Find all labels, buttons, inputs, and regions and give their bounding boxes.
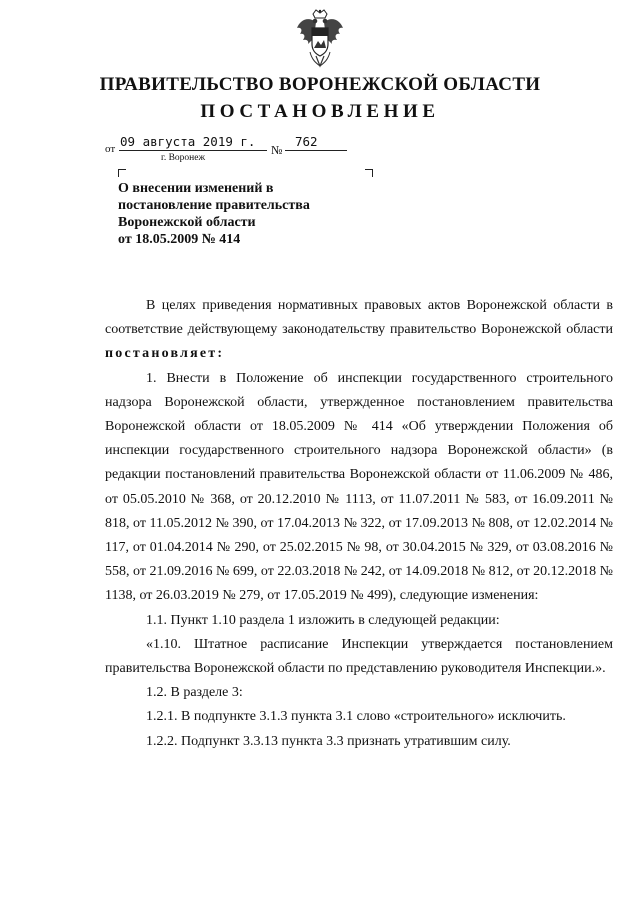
subject-line: О внесении изменений в (118, 181, 274, 196)
subject-line: от 18.05.2009 № 414 (118, 232, 241, 247)
document-subject (118, 180, 368, 248)
number-underline (285, 150, 347, 151)
subject-line: постановление правительства (118, 198, 310, 213)
city-label: г. Воронеж (161, 153, 206, 163)
document-body (105, 294, 613, 754)
paragraph-1-1-quote: «1.10. Штатное расписание Инспекции утверждается постановлением правительства Воронежской области по представлению руководителя Инспекции.». (105, 636, 613, 677)
government-title: ПРАВИТЕЛЬСТВО ВОРОНЕЖСКОЙ ОБЛАСТИ (99, 74, 541, 95)
number-label: № (271, 143, 283, 157)
paragraph-1-2-2: 1.2.2. Подпункт 3.3.13 пункта 3.3 признать утратившим силу. (146, 733, 511, 749)
intro-text: В целях приведения нормативных правовых актов Воронежской области в соответствие действующему законодательству правительство Воронежской области (105, 298, 613, 338)
corner-mark-right (365, 169, 373, 177)
subject-line: Воронежской области (118, 215, 256, 230)
date-number-line (105, 136, 365, 176)
paragraph-1-2: 1.2. В разделе 3: (146, 685, 243, 701)
paragraph-1-2-1: 1.2.1. В подпункте 3.1.3 пункта 3.1 слово «строительного» исключить. (146, 709, 566, 725)
number-value: 762 (295, 134, 318, 149)
paragraph-1-1: 1.1. Пункт 1.10 раздела 1 изложить в следующей редакции: (146, 612, 500, 628)
decree-word: постановляет: (105, 346, 225, 362)
corner-mark-left (118, 169, 126, 177)
document-type-title: ПОСТАНОВЛЕНИЕ (200, 101, 440, 122)
paragraph-1: 1. Внести в Положение об инспекции государственного строительного надзора Воронежской области, утвержденное постановлением правительства Воронежской области от 18.05.2009 № 414 «Об утверждении Положения об инспекции государственного строительного надзора Воронежской области» (в редакции постановлений правительства Воронежской области от 11.06.2009 № 486, от 05.05.2010 № 368, от 20.12.2010 № 1113, от 11.07.2011 № 583, от 16.09.2011 № 818, от 11.05.2012 № 390, от 17.04.2013 № 322, от 17.09.2013 № 808, от 12.02.2014 № 117, от 01.04.2014 № 290, от 25.02.2015 № 98, от 30.04.2015 № 329, от 03.08.2016 № 558, от 21.09.2016 № 699, от 22.03.2018 № 242, от 14.09.2018 № 812, от 20.12.2018 № 1138, от 26.03.2019 № 279, от 17.05.2019 № 499), следующие изменения: (105, 370, 613, 604)
date-underline (119, 150, 267, 151)
intro-paragraph (105, 294, 613, 367)
date-value: 09 августа 2019 г. (120, 134, 256, 149)
from-label: от (105, 143, 116, 155)
coat-of-arms-icon (294, 8, 346, 70)
